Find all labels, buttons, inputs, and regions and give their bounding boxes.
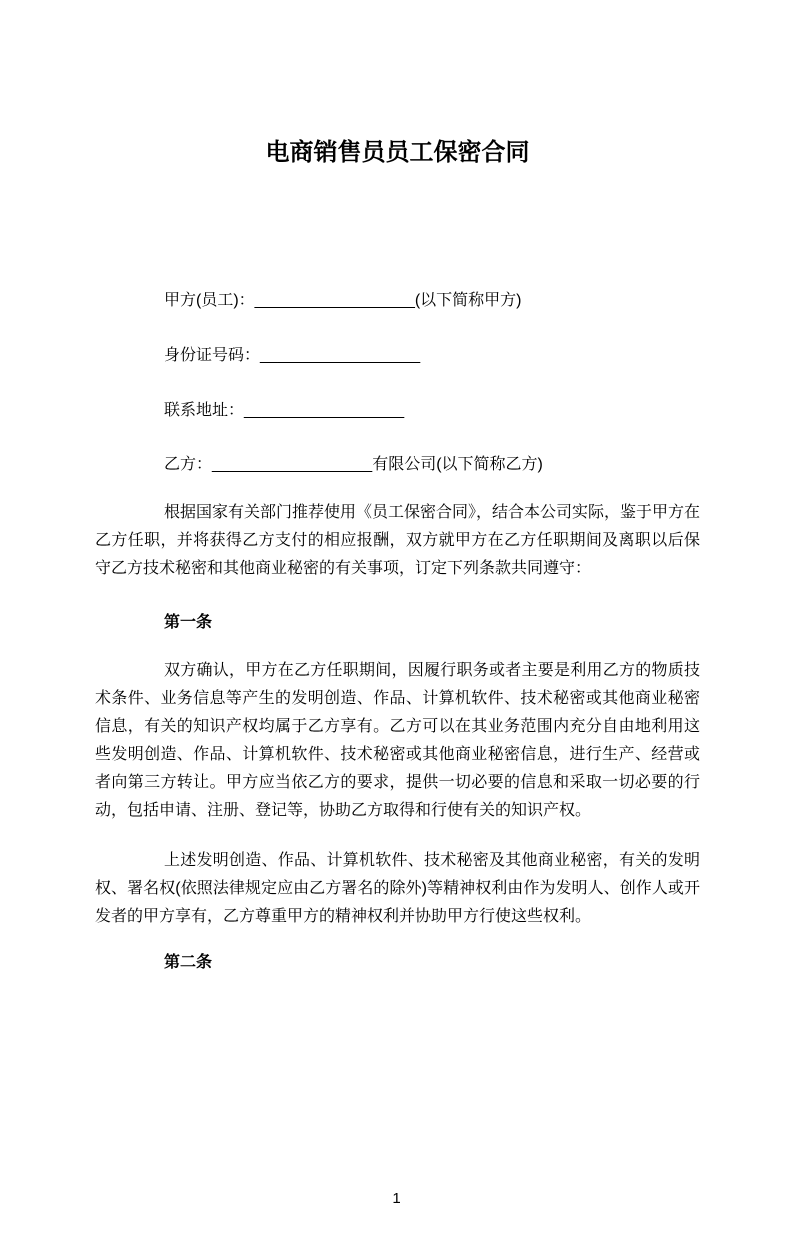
article-2-heading: 第二条	[164, 954, 213, 971]
contact-address-blank: __________________	[244, 402, 405, 419]
party-a-blank: __________________	[254, 292, 415, 309]
intro-paragraph: 根据国家有关部门推荐使用《员工保密合同》，结合本公司实际，鉴于甲方在乙方任职，并将获得乙方支付的相应报酬，双方就甲方在乙方任职期间及离职以后保守乙方技术秘密和其他商业秘密的有关事项，订定下列条款共同遵守：	[95, 504, 701, 577]
party-a-line	[95, 287, 700, 315]
party-b-note: 有限公司(以下简称乙方)	[372, 456, 543, 473]
party-a-note: (以下简称甲方)	[414, 292, 522, 309]
page-number: 1	[392, 1190, 401, 1207]
contact-address-line	[95, 397, 700, 425]
contract-page	[0, 138, 793, 1260]
document-title: 电商销售员员工保密合同	[265, 139, 530, 166]
party-a-label: 甲方(员工)：	[164, 292, 255, 309]
article-1-heading: 第一条	[164, 614, 213, 631]
article-1-paragraph-1: 双方确认，甲方在乙方任职期间，因履行职务或者主要是利用乙方的物质技术条件、业务信息等产生的发明创造、作品、计算机软件、技术秘密或其他商业秘密信息，有关的知识产权均属于乙方享有。乙方可以在其业务范围内充分自由地利用这些发明创造、作品、计算机软件、技术秘密或其他商业秘密信息，进行生产、经营或者向第三方转让。甲方应当依乙方的要求，提供一切必要的信息和采取一切必要的行动，包括申请、注册、登记等，协助乙方取得和行使有关的知识产权。	[95, 662, 700, 819]
party-b-blank: __________________	[212, 456, 373, 473]
id-number-line	[95, 342, 700, 370]
contact-address-label: 联系地址：	[164, 402, 245, 419]
article-1-paragraph-2: 上述发明创造、作品、计算机软件、技术秘密及其他商业秘密，有关的发明权、署名权(依照法律规定应由乙方署名的除外)等精神权利由作为发明人、创作人或开发者的甲方享有，乙方尊重甲方的精神权利并协助甲方行使这些权利。	[95, 852, 700, 925]
party-b-label: 乙方：	[164, 456, 213, 473]
id-number-label: 身份证号码：	[164, 347, 261, 364]
id-number-blank: __________________	[260, 347, 421, 364]
party-b-line	[95, 451, 700, 479]
page-content	[0, 138, 793, 977]
